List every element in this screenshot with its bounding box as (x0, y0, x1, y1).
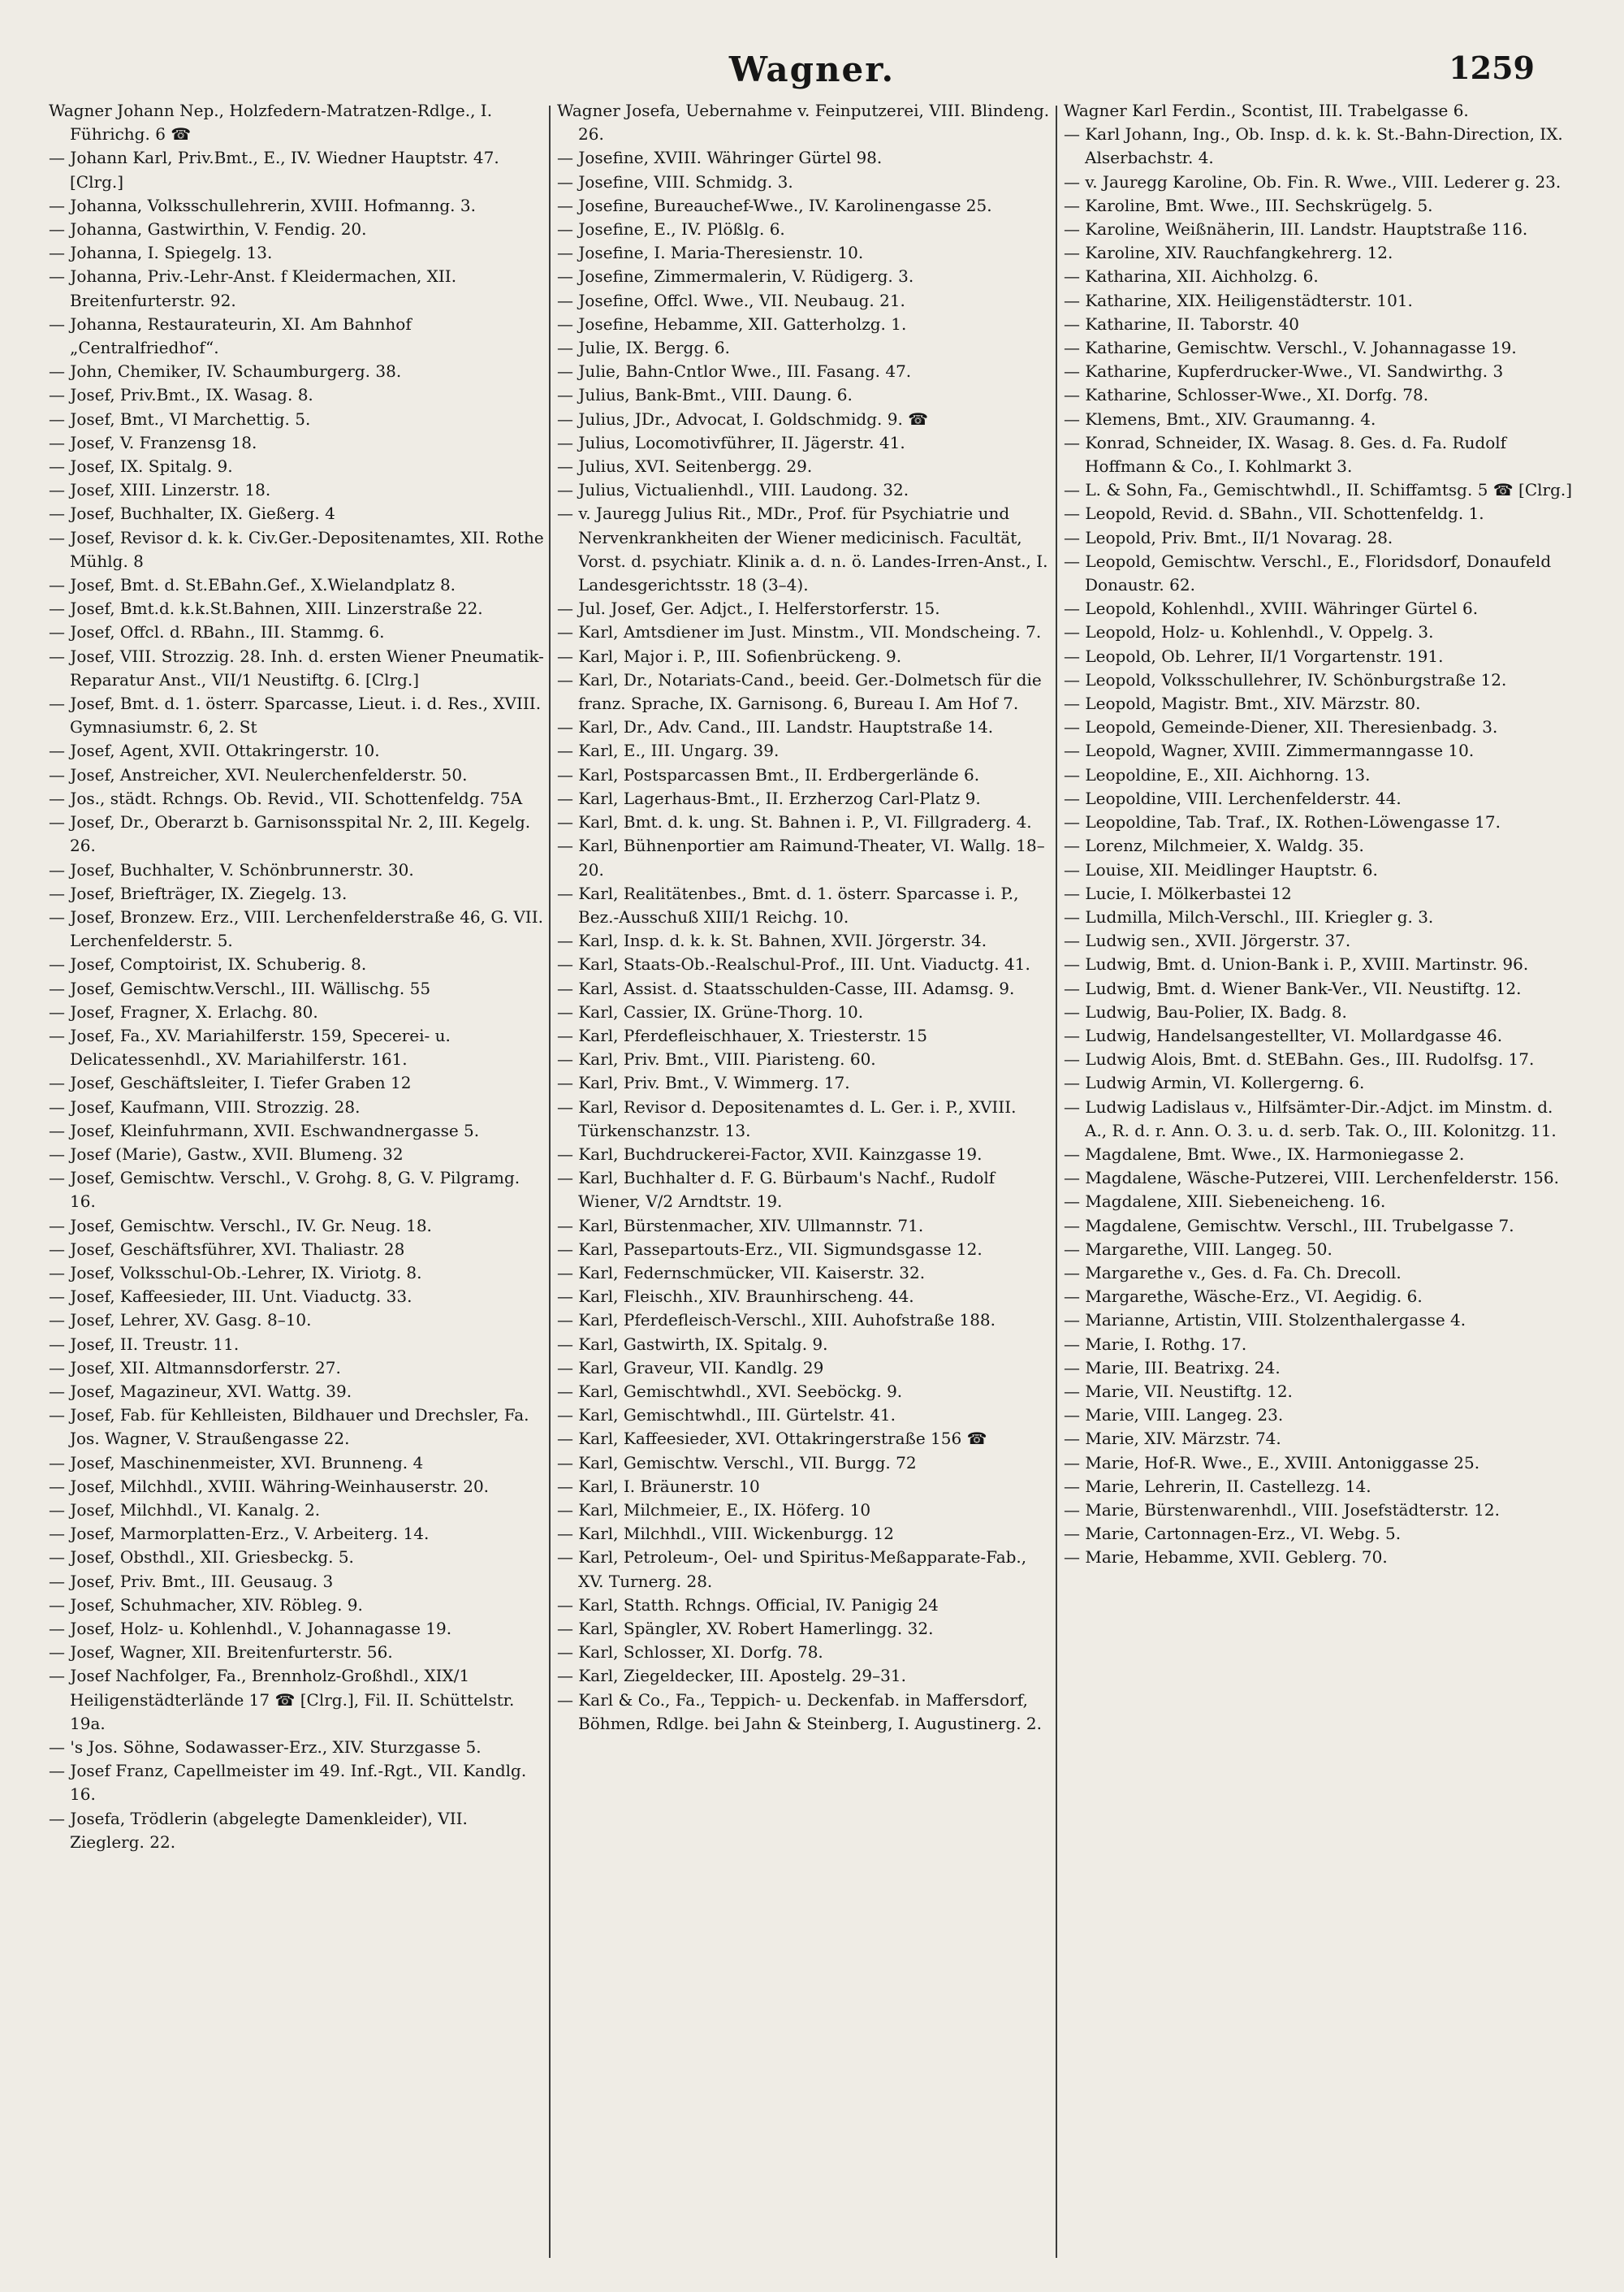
directory-entry: — Josef, II. Treustr. 11. (49, 1334, 240, 1354)
directory-entry: — Josefine, I. Maria-Theresienstr. 10. (557, 243, 864, 263)
running-head-surname: Wagner. (728, 50, 896, 89)
directory-entry: — Josef, Maschinenmeister, XVI. Brunneng. 4 (49, 1452, 424, 1473)
directory-entry: — Karl, Pferdefleisch-Verschl., XIII. Auhofstraße 188. (557, 1310, 996, 1330)
directory-entry: — Magdalene, Wäsche-Putzerei, VIII. Lerchenfelderstr. 156. (1064, 1168, 1559, 1188)
directory-entry: — Marie, VII. Neustiftg. 12. (1064, 1381, 1293, 1401)
directory-entry: — Karl & Co., Fa., Teppich- u. Deckenfab. in Maffersdorf, Böhmen, Rdlge. bei Jahn & Steinberg, I. Augustinerg. 2. (557, 1689, 1043, 1733)
directory-entry: — Josef, Revisor d. k. k. Civ.Ger.-Depositenamtes, XII. Rothe Mühlg. 8 (49, 527, 544, 571)
directory-entry: — L. & Sohn, Fa., Gemischtwhdl., II. Schiffamtsg. 5 ☎ [Clrg.] (1064, 480, 1573, 500)
directory-entry: — Leopold, Gemischtw. Verschl., E., Floridsdorf, Donaufeld Donaustr. 62. (1064, 551, 1552, 595)
directory-entry: — Johann Karl, Priv.Bmt., E., IV. Wiedner Hauptstr. 47. [Clrg.] (49, 148, 499, 192)
column-2 (557, 99, 1051, 2276)
directory-entry: — Josef, Priv. Bmt., III. Geusaug. 3 (49, 1571, 334, 1591)
directory-entry: — Josef, Kaffeesieder, III. Unt. Viaductg. 33. (49, 1287, 412, 1307)
directory-entry: — Josef, IX. Spitalg. 9. (49, 456, 233, 477)
directory-entry: — Leopold, Revid. d. SBahn., VII. Schottenfeldg. 1. (1064, 504, 1484, 524)
directory-entry: — Josef, Kleinfuhrmann, XVII. Eschwandnergasse 5. (49, 1120, 480, 1140)
directory-entry: — Marie, XIV. Märzstr. 74. (1064, 1429, 1281, 1449)
directory-entry: — Karl, Cassier, IX. Grüne-Thorg. 10. (557, 1001, 864, 1022)
directory-entry: — Josef (Marie), Gastw., XVII. Blumeng. 32 (49, 1144, 404, 1164)
directory-entry: — Karl, Passepartouts-Erz., VII. Sigmundsgasse 12. (557, 1239, 983, 1259)
directory-entry: — Ludwig Ladislaus v., Hilfsämter-Dir.-Adjct. im Minstm. d. A., R. d. r. Ann. O. 3. u. d. serb. Tak. O., III. Kolonitzg. 11. (1064, 1096, 1557, 1140)
directory-entry: — Josef, Buchhalter, IX. Gießerg. 4 (49, 504, 335, 524)
directory-entry: — Julie, IX. Bergg. 6. (557, 338, 730, 358)
directory-entry: — Julius, XVI. Seitenbergg. 29. (557, 456, 813, 477)
directory-entry: — Karl, Kaffeesieder, XVI. Ottakringerstraße 156 ☎ (557, 1429, 987, 1449)
directory-entry: — Ludwig Alois, Bmt. d. StEBahn. Ges., III. Rudolfsg. 17. (1064, 1049, 1535, 1070)
directory-entry: — Josef, Holz- u. Kohlenhdl., V. Johannagasse 19. (49, 1619, 452, 1638)
column-divider (1056, 106, 1057, 2258)
directory-entry: — Karoline, Bmt. Wwe., III. Sechskrügelg. 5. (1064, 195, 1433, 215)
directory-entry: — Magdalene, XIII. Siebeneicheng. 16. (1064, 1191, 1386, 1212)
directory-entry: — Leopoldine, E., XII. Aichhorng. 13. (1064, 764, 1371, 785)
directory-entry: — Josef, Obsthdl., XII. Griesbeckg. 5. (49, 1547, 354, 1568)
directory-entry: — Josef, Milchhdl., XVIII. Währing-Weinhauserstr. 20. (49, 1476, 490, 1496)
directory-entry: — Leopold, Gemeinde-Diener, XII. Theresienbadg. 3. (1064, 717, 1498, 737)
directory-entry: — Karl, Buchhalter d. F. G. Bürbaum's Nachf., Rudolf Wiener, V/2 Arndtstr. 19. (557, 1168, 996, 1212)
directory-entry: — Josef, Dr., Oberarzt b. Garnisonsspital Nr. 2, III. Kegelg. 26. (49, 812, 531, 856)
directory-entry: — Karl, Gemischtwhdl., XVI. Seeböckg. 9. (557, 1381, 903, 1401)
directory-entry: — Josef, Magazineur, XVI. Wattg. 39. (49, 1381, 352, 1401)
directory-entry: — Marie, Lehrerin, II. Castellezg. 14. (1064, 1476, 1371, 1496)
directory-entry: — Josefine, Offcl. Wwe., VII. Neubaug. 21. (557, 290, 905, 310)
directory-entry: — Josef, Bmt. d. St.EBahn.Gef., X.Wielandplatz 8. (49, 575, 456, 595)
directory-entry: — Katharine, XIX. Heiligenstädterstr. 101. (1064, 290, 1413, 310)
directory-entry: — Josef, Bmt.d. k.k.St.Bahnen, XIII. Linzerstraße 22. (49, 599, 483, 619)
directory-entry: — Ludwig Armin, VI. Kollergerng. 6. (1064, 1073, 1365, 1093)
directory-entry: — Josef, XII. Altmannsdorferstr. 27. (49, 1357, 341, 1377)
directory-entry: — Karl, Priv. Bmt., V. Wimmerg. 17. (557, 1073, 850, 1093)
directory-entry: — Leopold, Magistr. Bmt., XIV. Märzstr. 80. (1064, 694, 1421, 714)
directory-entry: — Lorenz, Milchmeier, X. Waldg. 35. (1064, 836, 1364, 856)
directory-entry: — Karl, Priv. Bmt., VIII. Piaristeng. 60. (557, 1049, 876, 1070)
directory-entry: — Josef, Buchhalter, V. Schönbrunnerstr. 30. (49, 859, 414, 880)
directory-entry: — Ludwig, Bmt. d. Union-Bank i. P., XVIII. Martinstr. 96. (1064, 954, 1529, 975)
directory-entry: — Julius, JDr., Advocat, I. Goldschmidg. 9. ☎ (557, 409, 929, 429)
directory-entry: — Karl, Buchdruckerei-Factor, XVII. Kainzgasse 19. (557, 1144, 983, 1164)
directory-entry: — Karl, Schlosser, XI. Dorfg. 78. (557, 1642, 823, 1663)
directory-entry: — Karl, Amtsdiener im Just. Minstm., VII. Mondscheing. 7. (557, 622, 1042, 642)
directory-entry: — Karl, Assist. d. Staatsschulden-Casse, III. Adamsg. 9. (557, 978, 1015, 998)
directory-entry: — Louise, XII. Meidlinger Hauptstr. 6. (1064, 859, 1378, 880)
directory-entry: — Karl, I. Bräunerstr. 10 (557, 1476, 760, 1496)
column-divider (549, 106, 551, 2258)
directory-entry: — Karl, Bühnenportier am Raimund-Theater, VI. Wallg. 18–20. (557, 836, 1045, 880)
directory-entry: — Marie, Hof-R. Wwe., E., XVIII. Antoniggasse 25. (1064, 1452, 1480, 1473)
directory-columns (49, 99, 1575, 2276)
directory-entry: — Josef, Anstreicher, XVI. Neulerchenfelderstr. 50. (49, 764, 468, 785)
directory-entry: — Julie, Bahn-Cntlor Wwe., III. Fasang. 47. (557, 361, 912, 382)
column-1 (49, 99, 544, 2276)
directory-entry: — Josef, Fab. für Kehlleisten, Bildhauer und Drechsler, Fa. Jos. Wagner, V. Straußengasse 22. (49, 1405, 529, 1449)
directory-entry: — Josef, Fa., XV. Mariahilferstr. 159, Specerei- u. Delicatessenhdl., XV. Mariahilferstr. 161. (49, 1025, 451, 1070)
directory-entry: — Josef, Kaufmann, VIII. Strozzig. 28. (49, 1096, 361, 1117)
directory-entry: — 's Jos. Söhne, Sodawasser-Erz., XIV. Sturzgasse 5. (49, 1737, 482, 1758)
directory-entry: — Jul. Josef, Ger. Adjct., I. Helferstorferstr. 15. (557, 599, 940, 619)
directory-entry: — Leopoldine, Tab. Traf., IX. Rothen-Löwengasse 17. (1064, 812, 1501, 832)
directory-entry: — Josef, Wagner, XII. Breitenfurterstr. 56. (49, 1642, 393, 1663)
directory-entry: Wagner Josefa, Uebernahme v. Feinputzerei, VIII. Blindeng. 26. (557, 101, 1050, 145)
directory-entry: — Karl, Milchhdl., VIII. Wickenburgg. 12 (557, 1524, 894, 1544)
directory-entry: — Karl, Gemischtwhdl., III. Gürtelstr. 41. (557, 1405, 896, 1425)
directory-entry: — Josef, Gemischtw.Verschl., III. Wällischg. 55 (49, 978, 431, 998)
directory-entry: — Magdalene, Gemischtw. Verschl., III. Trubelgasse 7. (1064, 1215, 1514, 1235)
directory-entry: — Josef, Gemischtw. Verschl., V. Grohg. 8, G. V. Pilgramg. 16. (49, 1168, 520, 1212)
directory-entry: — Karl Johann, Ing., Ob. Insp. d. k. k. St.-Bahn-Direction, IX. Alserbachstr. 4. (1064, 124, 1563, 168)
directory-entry: — Johanna, Priv.-Lehr-Anst. f Kleidermachen, XII. Breitenfurterstr. 92. (49, 266, 457, 310)
directory-entry: — Josef, Agent, XVII. Ottakringerstr. 10. (49, 741, 380, 761)
directory-entry: — Karoline, Weißnäherin, III. Landstr. Hauptstraße 116. (1064, 219, 1528, 240)
directory-entry: — Johanna, I. Spiegelg. 13. (49, 243, 273, 263)
directory-entry: — Josef, Bmt. d. 1. österr. Sparcasse, Lieut. i. d. Res., XVIII. Gymnasiumstr. 6, 2. St (49, 694, 542, 737)
directory-entry: — Katharine, Gemischtw. Verschl., V. Johannagasse 19. (1064, 338, 1517, 358)
directory-entry: — Konrad, Schneider, IX. Wasag. 8. Ges. d. Fa. Rudolf Hoffmann & Co., I. Kohlmarkt 3. (1064, 432, 1507, 477)
directory-entry: — John, Chemiker, IV. Schaumburgerg. 38. (49, 361, 402, 382)
directory-entry: — Margarethe, Wäsche-Erz., VI. Aegidig. 6. (1064, 1287, 1423, 1307)
directory-entry: — Marie, VIII. Langeg. 23. (1064, 1405, 1284, 1425)
directory-entry: — Marie, III. Beatrixg. 24. (1064, 1357, 1281, 1377)
directory-entry: — Karl, Insp. d. k. k. St. Bahnen, XVII. Jörgerstr. 34. (557, 931, 987, 951)
directory-entry: — Josefine, VIII. Schmidg. 3. (557, 171, 793, 192)
directory-entry: — Karl, Milchmeier, E., IX. Höferg. 10 (557, 1499, 871, 1520)
directory-entry: — Leopold, Kohlenhdl., XVIII. Währinger Gürtel 6. (1064, 599, 1479, 619)
directory-entry: — Leopold, Volksschullehrer, IV. Schönburgstraße 12. (1064, 669, 1507, 690)
directory-entry: — Ludwig, Handelsangestellter, VI. Mollardgasse 46. (1064, 1025, 1503, 1045)
directory-entry: — Johanna, Volksschullehrerin, XVIII. Hofmanng. 3. (49, 195, 476, 215)
directory-entry: — Marie, Hebamme, XVII. Geblerg. 70. (1064, 1547, 1388, 1568)
page-header (49, 45, 1575, 102)
directory-entry: — Marie, Bürstenwarenhdl., VIII. Josefstädterstr. 12. (1064, 1499, 1500, 1520)
directory-entry: — Karl, Dr., Notariats-Cand., beeid. Ger.-Dolmetsch für die franz. Sprache, IX. Garnisong. 6, Bureau I. Am Hof 7. (557, 669, 1042, 714)
column-3 (1064, 99, 1575, 2276)
directory-entry: — Josef, Lehrer, XV. Gasg. 8–10. (49, 1310, 312, 1330)
directory-entry: — Ludmilla, Milch-Verschl., III. Kriegler g. 3. (1064, 906, 1434, 927)
directory-entry: — Margarethe v., Ges. d. Fa. Ch. Drecoll. (1064, 1262, 1402, 1282)
directory-entry: — Leopold, Ob. Lehrer, II/1 Vorgartenstr. 191. (1064, 646, 1444, 666)
directory-entry: — Josef, Offcl. d. RBahn., III. Stammg. 6. (49, 622, 385, 642)
directory-entry: — Karl, Spängler, XV. Robert Hamerlingg. 32. (557, 1619, 934, 1638)
directory-entry: — Julius, Victualienhdl., VIII. Laudong. 32. (557, 480, 909, 500)
directory-entry: — Karl, Dr., Adv. Cand., III. Landstr. Hauptstraße 14. (557, 717, 994, 737)
directory-entry: — Karl, Realitätenbes., Bmt. d. 1. österr. Sparcasse i. P., Bez.-Ausschuß XIII/1 Reichg. 10. (557, 883, 1019, 927)
directory-entry: — Lucie, I. Mölkerbastei 12 (1064, 883, 1292, 903)
directory-entry: — Josef, Gemischtw. Verschl., IV. Gr. Neug. 18. (49, 1215, 432, 1235)
directory-entry: — Karl, Lagerhaus-Bmt., II. Erzherzog Carl-Platz 9. (557, 788, 981, 808)
directory-entry: — Ludwig, Bau-Polier, IX. Badg. 8. (1064, 1001, 1347, 1022)
directory-entry: — Karl, Gastwirth, IX. Spitalg. 9. (557, 1334, 828, 1354)
directory-entry: — Josef, Schuhmacher, XIV. Röbleg. 9. (49, 1594, 363, 1615)
directory-entry: — Jos., städt. Rchngs. Ob. Revid., VII. Schottenfeldg. 75A (49, 788, 523, 808)
directory-entry: — Josef, Priv.Bmt., IX. Wasag. 8. (49, 385, 313, 405)
directory-entry: Wagner Johann Nep., Holzfedern-Matratzen-Rdlge., I. Führichg. 6 ☎ (49, 101, 493, 145)
directory-entry: — Josef Nachfolger, Fa., Brennholz-Großhdl., XIX/1 Heiligenstädterlände 17 ☎ [Clrg.], Fil. II. Schüttelstr. 19a. (49, 1666, 515, 1733)
directory-entry: — Karl, Federnschmücker, VII. Kaiserstr. 32. (557, 1262, 926, 1282)
directory-entry: — Josef, Geschäftsführer, XVI. Thaliastr. 28 (49, 1239, 405, 1259)
directory-entry: — Karl, Statth. Rchngs. Official, IV. Panigig 24 (557, 1594, 939, 1615)
directory-entry: — Leopold, Wagner, XVIII. Zimmermanngasse 10. (1064, 741, 1475, 761)
directory-entry: — v. Jauregg Julius Rit., MDr., Prof. für Psychiatrie und Nervenkrankheiten der Wiener medicinisch. Facultät, Vorst. d. psychiatr. Klinik a. d. n. ö. Landes-Irren-Anst., I. Landesgerichtsstr. 18 (3–4). (557, 504, 1048, 595)
directory-entry: — Julius, Bank-Bmt., VIII. Daung. 6. (557, 385, 853, 405)
directory-entry: — Josefa, Trödlerin (abgelegte Damenkleider), VII. Zieglerg. 22. (49, 1808, 468, 1852)
directory-entry: — Karl, Staats-Ob.-Realschul-Prof., III. Unt. Viaductg. 41. (557, 954, 1030, 975)
page-number: 1259 (1449, 50, 1535, 86)
directory-entry: — v. Jauregg Karoline, Ob. Fin. R. Wwe., VIII. Lederer g. 23. (1064, 171, 1561, 192)
directory-entry: — Josef, V. Franzensg 18. (49, 432, 257, 452)
directory-entry: — Klemens, Bmt., XIV. Graumanng. 4. (1064, 409, 1376, 429)
directory-entry: — Karl, Graveur, VII. Kandlg. 29 (557, 1357, 824, 1377)
directory-entry: — Josef, XIII. Linzerstr. 18. (49, 480, 271, 500)
directory-entry: — Josef, Bmt., VI Marchettig. 5. (49, 409, 311, 429)
directory-entry: — Karl, E., III. Ungarg. 39. (557, 741, 780, 761)
directory-entry: — Josef, Volksschul-Ob.-Lehrer, IX. Viriotg. 8. (49, 1262, 422, 1282)
directory-entry: — Katharine, II. Taborstr. 40 (1064, 314, 1299, 334)
directory-entry: — Leopold, Holz- u. Kohlenhdl., V. Oppelg. 3. (1064, 622, 1434, 642)
directory-entry: — Karl, Gemischtw. Verschl., VII. Burgg. 72 (557, 1452, 917, 1473)
directory-entry: — Karl, Pferdefleischhauer, X. Triesterstr. 15 (557, 1025, 927, 1045)
directory-entry: — Josef, Bronzew. Erz., VIII. Lerchenfelderstraße 46, G. VII. Lerchenfelderstr. 5. (49, 906, 543, 951)
directory-entry: — Karl, Bürstenmacher, XIV. Ullmannstr. 71. (557, 1215, 924, 1235)
directory-entry: — Katharine, Schlosser-Wwe., XI. Dorfg. 78. (1064, 385, 1429, 405)
directory-entry: — Josef, Fragner, X. Erlachg. 80. (49, 1001, 318, 1022)
directory-entry: — Josef, Comptoirist, IX. Schuberig. 8. (49, 954, 367, 975)
directory-entry: — Josefine, Bureauchef-Wwe., IV. Karolinengasse 25. (557, 195, 992, 215)
directory-entry: — Karl, Petroleum-, Oel- und Spiritus-Meßapparate-Fab., XV. Turnerg. 28. (557, 1547, 1027, 1591)
directory-entry: — Karl, Major i. P., III. Sofienbrückeng. 9. (557, 646, 902, 666)
directory-entry: — Karl, Fleischh., XIV. Braunhirscheng. 44. (557, 1287, 914, 1307)
directory-entry: — Josef, Briefträger, IX. Ziegelg. 13. (49, 883, 348, 903)
directory-entry: — Marie, Cartonnagen-Erz., VI. Webg. 5. (1064, 1524, 1402, 1544)
directory-entry: — Josef, Geschäftsleiter, I. Tiefer Graben 12 (49, 1073, 412, 1093)
directory-entry: — Karl, Revisor d. Depositenamtes d. L. Ger. i. P., XVIII. Türkenschanzstr. 13. (557, 1096, 1017, 1140)
directory-entry: — Katharina, XII. Aichholzg. 6. (1064, 266, 1319, 287)
directory-entry: — Leopold, Priv. Bmt., II/1 Novarag. 28. (1064, 527, 1393, 547)
directory-entry: — Josefine, Hebamme, XII. Gatterholzg. 1. (557, 314, 907, 334)
directory-entry: — Margarethe, VIII. Langeg. 50. (1064, 1239, 1332, 1259)
directory-entry: — Karl, Postsparcassen Bmt., II. Erdbergerlände 6. (557, 764, 980, 785)
directory-entry: — Julius, Locomotivführer, II. Jägerstr. 41. (557, 432, 905, 452)
directory-entry: — Josefine, E., IV. Plößlg. 6. (557, 219, 785, 240)
directory-entry: — Karl, Ziegeldecker, III. Apostelg. 29–31. (557, 1666, 906, 1686)
directory-entry: — Karoline, XIV. Rauchfangkehrerg. 12. (1064, 243, 1393, 263)
directory-entry: — Johanna, Restaurateurin, XI. Am Bahnhof „Centralfriedhof“. (49, 314, 412, 358)
directory-entry: — Marie, I. Rothg. 17. (1064, 1334, 1247, 1354)
directory-entry: — Ludwig, Bmt. d. Wiener Bank-Ver., VII. Neustiftg. 12. (1064, 978, 1522, 998)
directory-entry: — Josefine, XVIII. Währinger Gürtel 98. (557, 148, 883, 168)
directory-entry: — Karl, Bmt. d. k. ung. St. Bahnen i. P., VI. Fillgraderg. 4. (557, 812, 1032, 832)
directory-entry: — Josef, Milchhdl., VI. Kanalg. 2. (49, 1499, 321, 1520)
directory-entry: — Magdalene, Bmt. Wwe., IX. Harmoniegasse 2. (1064, 1144, 1465, 1164)
directory-entry: — Josef, Marmorplatten-Erz., V. Arbeiterg. 14. (49, 1524, 430, 1544)
directory-entry: — Katharine, Kupferdrucker-Wwe., VI. Sandwirthg. 3 (1064, 361, 1504, 382)
directory-entry: Wagner Karl Ferdin., Scontist, III. Trabelgasse 6. (1064, 101, 1469, 120)
directory-entry: — Josef, VIII. Strozzig. 28. Inh. d. ersten Wiener Pneumatik-Reparatur Anst., VII/1 Neustiftg. 6. [Clrg.] (49, 646, 544, 690)
directory-entry: — Josefine, Zimmermalerin, V. Rüdigerg. 3. (557, 266, 914, 287)
directory-entry: — Josef Franz, Capellmeister im 49. Inf.-Rgt., VII. Kandlg. 16. (49, 1761, 527, 1805)
directory-entry: — Johanna, Gastwirthin, V. Fendig. 20. (49, 219, 367, 240)
directory-entry: — Ludwig sen., XVII. Jörgerstr. 37. (1064, 931, 1351, 951)
directory-entry: — Leopoldine, VIII. Lerchenfelderstr. 44. (1064, 788, 1402, 808)
directory-entry: — Marianne, Artistin, VIII. Stolzenthalergasse 4. (1064, 1310, 1466, 1330)
